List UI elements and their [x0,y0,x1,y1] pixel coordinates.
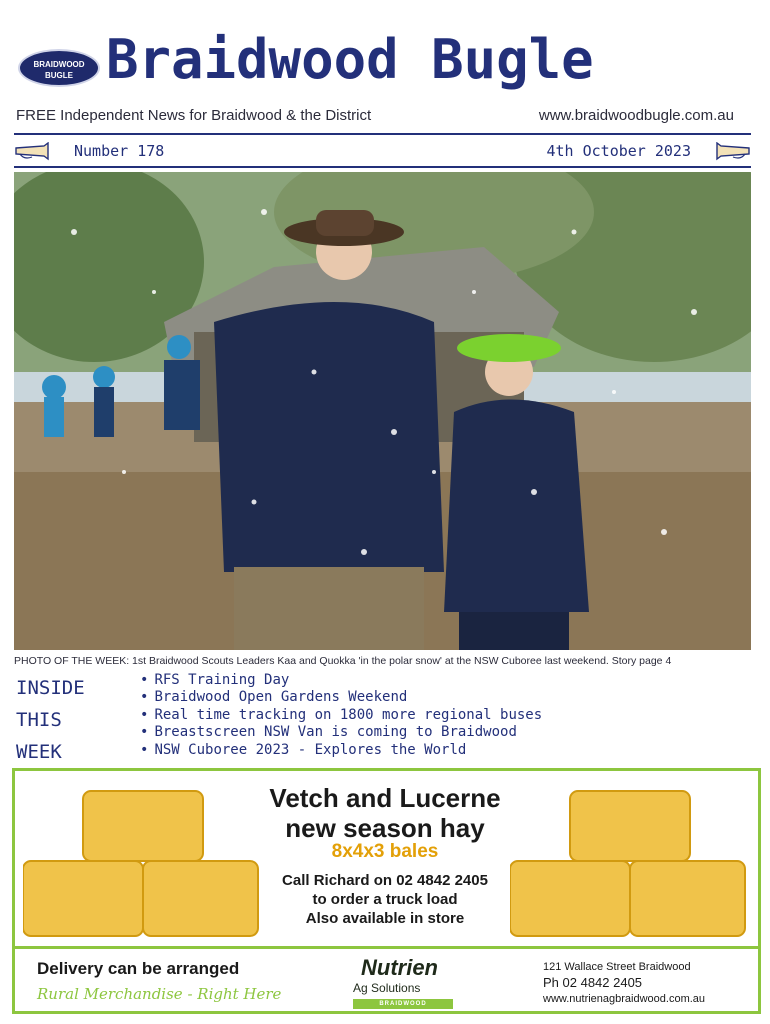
divider-top [14,133,751,135]
heading-line-2: THIS [16,709,62,731]
ad-divider [15,946,758,949]
headline-line-2: new season hay [285,813,485,843]
logo-bar: BRAIDWOOD [353,999,453,1009]
newspaper-title: Braidwood Bugle [106,28,594,91]
nutrien-hay-advertisement[interactable] [12,768,761,1014]
headline-line-1: Vetch and Lucerne [269,783,501,813]
call-line-2: to order a truck load [312,891,458,908]
list-item[interactable]: • Breastscreen NSW Van is coming to Braidwood [140,724,542,741]
ad-headline [195,783,575,843]
address-line: 121 Wallace Street Braidwood [543,961,691,973]
bugle-icon [715,142,751,162]
web-line[interactable]: www.nutrienagbraidwood.com.au [543,993,706,1005]
call-line-1: Call Richard on 02 4842 2405 [282,872,488,889]
bugle-badge-logo [18,49,100,87]
issue-date: 4th October 2023 [546,142,691,160]
phone-line: Ph 02 4842 2405 [543,975,643,990]
heading-line-3: WEEK [16,741,62,763]
ad-bales: 8x4x3 bales [331,841,439,862]
delivery-text: Delivery can be arranged [37,959,240,978]
list-item[interactable]: • Real time tracking on 1800 more regional buses [140,707,542,724]
photo-caption: PHOTO OF THE WEEK: 1st Braidwood Scouts Leaders Kaa and Quokka 'in the polar snow' at the NSW Cuboree last weekend. Story page 4 [14,655,672,667]
list-item[interactable]: • NSW Cuboree 2023 - Explores the World [140,742,542,759]
badge-line-2: BUGLE [45,71,73,80]
divider-bottom [14,166,751,168]
inside-this-week-list [140,672,542,759]
photo-of-the-week [14,172,751,650]
call-line-3: Also available in store [305,910,465,927]
tagline: FREE Independent News for Braidwood & the District [16,107,372,124]
heading-line-1: INSIDE [16,677,85,699]
list-item[interactable]: • RFS Training Day [140,672,542,689]
list-item[interactable]: • Braidwood Open Gardens Weekend [140,689,542,706]
website-link[interactable]: www.braidwoodbugle.com.au [538,107,734,124]
badge-line-1: BRAIDWOOD [33,60,85,69]
store-address [543,959,705,1007]
inside-this-week-heading [16,672,85,768]
rural-slogan: Rural Merchandise - Right Here [37,985,282,1003]
ad-call-text [195,871,575,928]
logo-sub: Ag Solutions [353,981,421,995]
nutrien-logo [353,955,463,1011]
issue-number: Number 178 [74,142,165,160]
logo-name: Nutrien [361,955,438,980]
masthead [0,0,770,170]
bugle-icon [14,142,50,162]
issue-row [14,140,751,164]
